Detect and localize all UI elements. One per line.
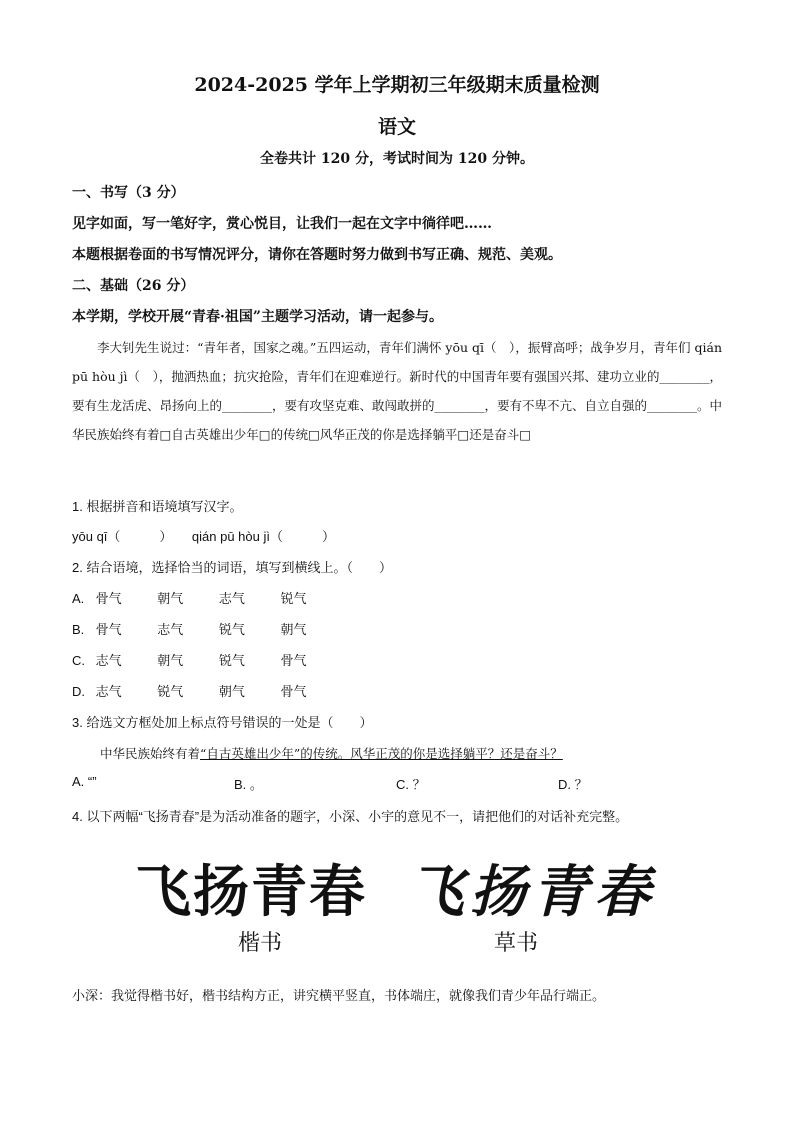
option-word: 锐气: [218, 622, 245, 637]
option-word: 朝气: [157, 653, 184, 668]
q3-option-d[interactable]: D. ？: [558, 777, 588, 792]
passage-text: 李大钊先生说过：“青年者，国家之魂。”五四运动，青年们满怀 yōu qī（ ），振臂高呼；战争岁月，青年们 qián pū hòu jì（ ），抛洒热血；抗灾抢险，青年们在迎难逆行。新时代的中国青年要有强国兴邦、建功立业的________，要有生龙活虎、昂扬向上的________，要有攻坚克难、敢闯敢拼的________，要有不卑不亢、自立自强的________。中华民族始终有着□自古英雄出少年□的传统□风华正茂的你是选择躺平□还是奋斗□: [72, 340, 723, 442]
option-word: 锐气: [218, 653, 245, 668]
q2-option-b[interactable]: [72, 619, 339, 638]
q3-line-mid: 的传统。风华正茂的你是选择躺平？还是奋斗？: [300, 746, 563, 761]
option-word: 志气: [95, 653, 122, 668]
q3-option-b[interactable]: B. 。: [234, 777, 263, 792]
q4-dialogue-xiaoshen: 小深：我觉得楷书好，楷书结构方正，讲究横平竖直，书体端庄，就像我们青少年品行端正。: [72, 988, 606, 1003]
q2-stem: 2. 结合语境，选择恰当的词语，填写到横线上。（ ）: [72, 560, 392, 575]
caoshu-caption: 草书: [494, 931, 539, 956]
q3-option-a[interactable]: A. “”: [72, 774, 97, 789]
option-word: 骨气: [280, 684, 307, 699]
option-word: 骨气: [95, 591, 122, 606]
q4-stem: 4. 以下两幅“飞扬青春”是为活动准备的题字，小深、小宇的意见不一，请把他们的对话补充完整。: [72, 809, 629, 824]
q1-stem: 1. 根据拼音和语境填写汉字。: [72, 499, 243, 514]
option-word: 志气: [157, 622, 184, 637]
kaishu-calligraphy: 飞扬青春: [135, 859, 367, 925]
section2-heading: 二、基础（26 分）: [72, 278, 195, 294]
option-word: 朝气: [280, 622, 307, 637]
section2-intro: 本学期，学校开展“青春·祖国”主题学习活动，请一起参与。: [72, 309, 443, 325]
section1-heading: 一、书写（3 分）: [72, 185, 185, 201]
option-word: 志气: [218, 591, 245, 606]
q3-line-pre: 中华民族始终有着: [100, 746, 201, 761]
option-label: B.: [72, 622, 85, 637]
option-label: A.: [72, 591, 85, 606]
caoshu-calligraphy: 飞扬青春: [408, 859, 656, 925]
q3-stem: 3. 给选文方框处加上标点符号错误的一处是（ ）: [72, 715, 373, 730]
option-word: 锐气: [157, 684, 184, 699]
option-label: C.: [72, 653, 85, 668]
q3-line-quote: “自古英雄出少年”: [200, 746, 301, 761]
section1-line2: 本题根据卷面的书写情况评分，请你在答题时努力做到书写正确、规范、美观。: [72, 247, 562, 263]
option-word: 朝气: [218, 684, 245, 699]
exam-title: 2024-2025 学年上学期初三年级期末质量检测: [194, 74, 600, 96]
reading-passage: [72, 333, 722, 449]
option-word: 朝气: [157, 591, 184, 606]
option-word: 志气: [95, 684, 122, 699]
q2-option-c[interactable]: [72, 650, 339, 669]
section1-line1: 见字如面，写一笔好字，赏心悦目，让我们一起在文字中徜徉吧……: [72, 216, 492, 232]
option-word: 骨气: [95, 622, 122, 637]
subject-title: 语文: [377, 116, 416, 138]
q1-answer-line: yōu qī（ ） qián pū hòu jì（ ）: [72, 529, 335, 544]
option-label: D.: [72, 684, 85, 699]
q2-option-a[interactable]: [72, 588, 339, 607]
option-word: 骨气: [280, 653, 307, 668]
option-word: 锐气: [280, 591, 307, 606]
q3-quoted-line: [100, 744, 563, 762]
exam-note: 全卷共计 120 分，考试时间为 120 分钟。: [260, 151, 534, 167]
q3-option-c[interactable]: C. ？: [396, 777, 426, 792]
kaishu-caption: 楷书: [238, 931, 283, 956]
q2-option-d[interactable]: [72, 681, 339, 700]
